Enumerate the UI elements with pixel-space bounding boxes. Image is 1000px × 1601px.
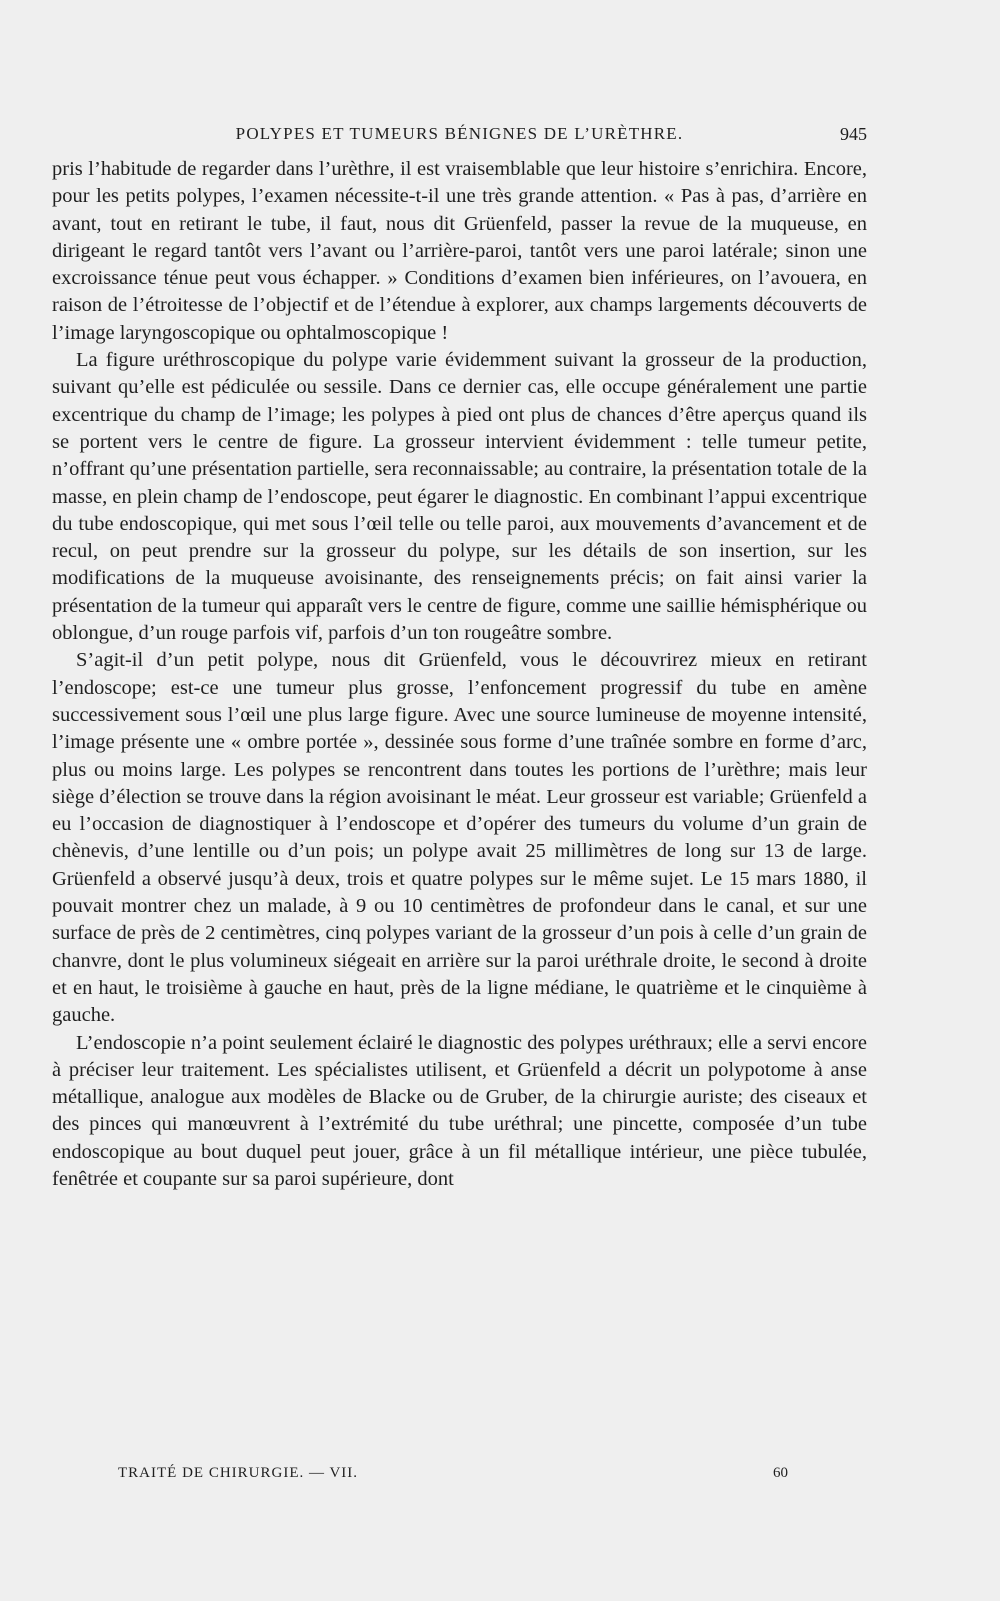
paragraph-1: pris l’habitude de regarder dans l’urèthre, il est vraisemblable que leur histoire s’enrichira. Encore, pour les petits polypes, l’examen nécessite-t-il une très grande attention. « Pas à pas, d’arrière en avant, tout en retirant le tube, il faut, nous dit Grüenfeld, passer la revue de la muqueuse, en dirigeant le regard tantôt vers l’avant ou l’arrière-paroi, tantôt vers une paroi latérale; sinon une excroissance ténue peut vous échapper. » Conditions d’examen bien inférieures, on l’avouera, en raison de l’étroitesse de l’objectif et de l’étendue à explorer, aux champs largements découverts de l’image laryngoscopique ou ophtalmoscopique ! xyxy=(52,158,867,344)
running-title: POLYPES ET TUMEURS BÉNIGNES DE L’URÈTHRE. xyxy=(235,124,684,143)
page-header xyxy=(52,120,867,150)
paragraph-3: S’agit-il d’un petit polype, nous dit Grüenfeld, vous le découvrirez mieux en retirant l’endoscope; est-ce une tumeur plus grosse, l’enfoncement progressif du tube en amène successivement sous l’œil une plus large figure. Avec une source lumineuse de moyenne intensité, l’image présente une « ombre portée », dessinée sous forme d’une traînée sombre en forme d’arc, plus ou moins large. Les polypes se rencontrent dans toutes les portions de l’urèthre; mais leur siège d’élection se trouve dans la région avoisinant le méat. Leur grosseur est variable; Grüenfeld a eu l’occasion de diagnostiquer à l’endoscope et d’opérer des tumeurs du volume d’un grain de chènevis, d’une lentille ou d’un pois; un polype avait 25 millimètres de long sur 13 de large. Grüenfeld a observé jusqu’à deux, trois et quatre polypes sur le même sujet. Le 15 mars 1880, il pouvait montrer chez un malade, à 9 ou 10 centimètres de profondeur dans le canal, et sur une surface de près de 2 centimètres, cinq polypes variant de la grosseur d’un pois à celle d’un grain de chanvre, dont le plus volumineux siégeait en arrière sur la paroi uréthrale droite, le second à droite et en haut, le troisième à gauche en haut, près de la ligne médiane, le quatrième et le cinquième à gauche. xyxy=(52,649,867,1027)
body-text xyxy=(52,156,867,1193)
paragraph-4: L’endoscopie n’a point seulement éclairé le diagnostic des polypes uréthraux; elle a servi encore à préciser leur traitement. Les spécialistes utilisent, et Grüenfeld a décrit un polypotome à anse métallique, analogue aux modèles de Blacke ou de Gruber, de la chirurgie auriste; des ciseaux et des pinces qui manœuvrent à l’extrémité du tube uréthral; une pincette, composée d’un tube endoscopique au bout duquel peut jouer, grâce à un fil métallique intérieur, une pièce tubulée, fenêtrée et coupante sur sa paroi supérieure, dont xyxy=(52,1031,867,1190)
page-footer xyxy=(118,1465,788,1489)
page-number: 945 xyxy=(840,124,867,144)
paragraph-2: La figure uréthroscopique du polype varie évidemment suivant la grosseur de la production, suivant qu’elle est pédiculée ou sessile. Dans ce dernier cas, elle occupe généralement une partie excentrique du champ de l’image; les polypes à pied ont plus de chances d’être aperçus quand ils se portent vers le centre de figure. La grosseur intervient évidemment : telle tumeur petite, n’offrant qu’une présentation partielle, sera reconnaissable; au contraire, la présentation totale de la masse, en plein champ de l’endoscope, peut égarer le diagnostic. En combinant l’appui excentrique du tube endoscopique, qui met sous l’œil telle ou telle paroi, aux mouvements d’avancement et de recul, on peut prendre sur la grosseur du polype, sur les détails de son insertion, sur les modifications de la muqueuse avoisinante, des renseignements précis; on fait ainsi varier la présentation de la tumeur qui apparaît vers le centre de figure, comme une saillie hémisphérique ou oblongue, d’un rouge parfois vif, parfois d’un ton rougeâtre sombre. xyxy=(52,349,867,645)
footer-signature: TRAITÉ DE CHIRURGIE. — VII. xyxy=(118,1465,359,1481)
footer-signature-number: 60 xyxy=(773,1465,788,1481)
